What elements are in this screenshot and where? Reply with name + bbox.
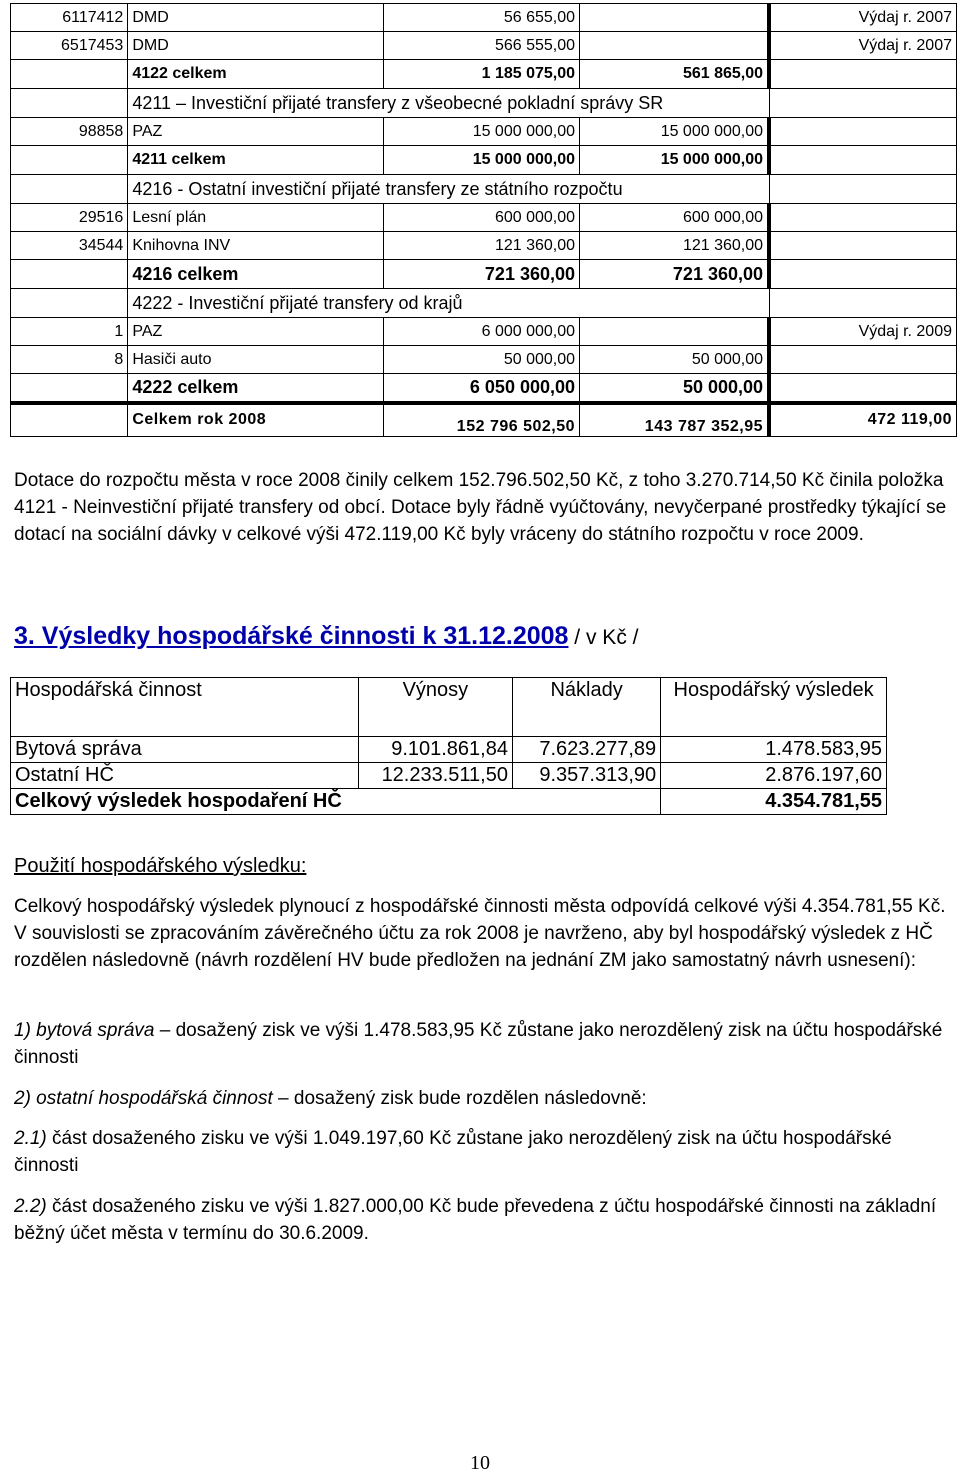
header-costs: Náklady [512, 678, 660, 737]
ledger-amount-cell: 6 050 000,00 [383, 374, 579, 403]
ledger-note-cell [769, 118, 956, 146]
ledger-row [11, 260, 957, 289]
ledger-heading-cell: 4216 - Ostatní investiční přijaté transfery ze státního rozpočtu [128, 175, 769, 204]
ledger-amount-cell: 15 000 000,00 [383, 146, 579, 175]
ledger-spent-cell: 50 000,00 [580, 346, 770, 374]
header-activity: Hospodářská činnost [11, 678, 359, 737]
usage-item-1 [14, 1017, 954, 1071]
ledger-name-cell: PAZ [128, 118, 383, 146]
ledger-code-cell: 34544 [11, 232, 128, 260]
ledger-spent-cell: 121 360,00 [580, 232, 770, 260]
ledger-name-cell: 4211 celkem [128, 146, 383, 175]
ledger-note-cell [769, 289, 956, 318]
item-1-text: – dosažený zisk ve výši 1.478.583,95 Kč zůstane jako nerozdělený zisk na účtu hospodářské činnosti [14, 1020, 943, 1068]
ledger-spent-cell [580, 32, 770, 60]
item-2-1-label: 2.1) [14, 1128, 47, 1149]
ledger-code-cell [11, 403, 128, 437]
total-label: Celkový výsledek hospodaření HČ [11, 789, 661, 815]
business-results-table [10, 677, 887, 815]
ledger-note-cell: Výdaj r. 2007 [769, 4, 956, 32]
header-revenue: Výnosy [358, 678, 512, 737]
usage-item-2-1 [14, 1125, 954, 1179]
ledger-code-cell: 29516 [11, 204, 128, 232]
ledger-name-cell: Knihovna INV [128, 232, 383, 260]
ledger-note-cell: 472 119,00 [769, 403, 956, 437]
section-title [14, 622, 638, 651]
ledger-code-cell [11, 374, 128, 403]
ledger-amount-cell: 152 796 502,50 [383, 403, 579, 437]
grants-summary-paragraph: Dotace do rozpočtu města v roce 2008 činily celkem 152.796.502,50 Kč, z toho 3.270.714,50 Kč činila položka 4121 - Neinvestiční přijaté transfery od obcí. Dotace byly řádně vyúčtovány, nevyčerpané prostředky týkající se dotací na sociální dávky v celkové výši 472.119,00 Kč byly vráceny do státního rozpočtu v roce 2009. [14, 470, 947, 545]
ledger-row [11, 374, 957, 403]
ledger-note-cell [769, 60, 956, 89]
results-row-housing [11, 737, 887, 763]
cell-activity: Bytová správa [11, 737, 359, 763]
ledger-name-cell: DMD [128, 4, 383, 32]
ledger-row [11, 346, 957, 374]
ledger-heading-cell: 4211 – Investiční přijaté transfery z všeobecné pokladní správy SR [128, 89, 769, 118]
ledger-note-cell [769, 232, 956, 260]
ledger-row [11, 232, 957, 260]
ledger-row [11, 118, 957, 146]
ledger-name-cell: Celkem rok 2008 [128, 403, 383, 437]
ledger-amount-cell: 721 360,00 [383, 260, 579, 289]
ledger-note-cell: Výdaj r. 2007 [769, 32, 956, 60]
usage-intro: Celkový hospodářský výsledek plynoucí z hospodářské činnosti města odpovídá celkové výši 4.354.781,55 Kč. V souvislosti se zpracováním závěrečného účtu za rok 2008 je navrženo, aby byl hospodářský výsledek z HČ rozdělen následovně (návrh rozdělení HV bude předložen na jednání ZM jako samostatný návrh usnesení): [14, 896, 946, 971]
results-header-row [11, 678, 887, 737]
ledger-amount-cell: 6 000 000,00 [383, 318, 579, 346]
ledger-spent-cell [580, 318, 770, 346]
item-2-2-text: část dosaženého zisku ve výši 1.827.000,00 Kč bude převedena z účtu hospodářské činnosti na základní běžný účet města v termínu do 30.6.2009. [14, 1196, 937, 1244]
page-number: 10 [470, 1452, 490, 1474]
ledger-code-cell: 6517453 [11, 32, 128, 60]
ledger-code-cell [11, 89, 128, 118]
section-unit: / v Kč / [568, 626, 639, 649]
ledger-note-cell [769, 260, 956, 289]
ledger-row [11, 60, 957, 89]
ledger-spent-cell [580, 4, 770, 32]
ledger-note-cell [769, 146, 956, 175]
total-value: 4.354.781,55 [661, 789, 887, 815]
usage-title: Použití hospodářského výsledku: [14, 855, 307, 877]
usage-item-2 [14, 1085, 954, 1112]
cell-costs: 7.623.277,89 [512, 737, 660, 763]
ledger-amount-cell: 566 555,00 [383, 32, 579, 60]
ledger-spent-cell: 15 000 000,00 [580, 146, 770, 175]
header-result: Hospodářský výsledek [661, 678, 887, 737]
item-1-label: 1) bytová správa [14, 1020, 155, 1041]
ledger-code-cell [11, 146, 128, 175]
ledger-spent-cell: 15 000 000,00 [580, 118, 770, 146]
ledger-body [11, 4, 957, 437]
ledger-code-cell: 1 [11, 318, 128, 346]
ledger-spent-cell: 600 000,00 [580, 204, 770, 232]
item-2-2-label: 2.2) [14, 1196, 47, 1217]
cell-result: 2.876.197,60 [661, 763, 887, 789]
cell-costs: 9.357.313,90 [512, 763, 660, 789]
section-title-text: 3. Výsledky hospodářské činnosti k 31.12.2008 [14, 622, 569, 650]
ledger-row [11, 4, 957, 32]
ledger-row [11, 89, 957, 118]
ledger-amount-cell: 1 185 075,00 [383, 60, 579, 89]
item-2-label: 2) ostatní hospodářská činnost [14, 1088, 273, 1109]
ledger-code-cell [11, 260, 128, 289]
ledger-row [11, 175, 957, 204]
ledger-name-cell: Hasiči auto [128, 346, 383, 374]
grants-ledger-table [10, 3, 957, 437]
ledger-code-cell: 98858 [11, 118, 128, 146]
ledger-spent-cell: 721 360,00 [580, 260, 770, 289]
ledger-amount-cell: 15 000 000,00 [383, 118, 579, 146]
ledger-code-cell: 8 [11, 346, 128, 374]
ledger-code-cell [11, 175, 128, 204]
ledger-name-cell: Lesní plán [128, 204, 383, 232]
ledger-note-cell [769, 204, 956, 232]
ledger-heading-cell: 4222 - Investiční přijaté transfery od krajů [128, 289, 769, 318]
item-2-1-text: část dosaženého zisku ve výši 1.049.197,60 Kč zůstane jako nerozdělený zisk na účtu hospodářské činnosti [14, 1128, 892, 1176]
ledger-row [11, 204, 957, 232]
cell-result: 1.478.583,95 [661, 737, 887, 763]
ledger-name-cell: 4222 celkem [128, 374, 383, 403]
ledger-spent-cell: 143 787 352,95 [580, 403, 770, 437]
cell-revenue: 12.233.511,50 [358, 763, 512, 789]
ledger-spent-cell: 561 865,00 [580, 60, 770, 89]
ledger-row [11, 32, 957, 60]
ledger-name-cell: PAZ [128, 318, 383, 346]
ledger-note-cell [769, 89, 956, 118]
ledger-code-cell: 6117412 [11, 4, 128, 32]
ledger-amount-cell: 121 360,00 [383, 232, 579, 260]
ledger-name-cell: DMD [128, 32, 383, 60]
ledger-name-cell: 4216 celkem [128, 260, 383, 289]
item-2-text: – dosažený zisk bude rozdělen následovně: [272, 1088, 647, 1109]
cell-activity: Ostatní HČ [11, 763, 359, 789]
ledger-row [11, 318, 957, 346]
results-row-total [11, 789, 887, 815]
ledger-code-cell [11, 289, 128, 318]
ledger-row [11, 289, 957, 318]
ledger-row [11, 403, 957, 437]
ledger-note-cell [769, 374, 956, 403]
ledger-code-cell [11, 60, 128, 89]
ledger-note-cell [769, 175, 956, 204]
ledger-spent-cell: 50 000,00 [580, 374, 770, 403]
ledger-name-cell: 4122 celkem [128, 60, 383, 89]
usage-item-2-2 [14, 1193, 954, 1247]
cell-revenue: 9.101.861,84 [358, 737, 512, 763]
results-row-other [11, 763, 887, 789]
ledger-amount-cell: 50 000,00 [383, 346, 579, 374]
ledger-row [11, 146, 957, 175]
ledger-note-cell: Výdaj r. 2009 [769, 318, 956, 346]
ledger-note-cell [769, 346, 956, 374]
ledger-amount-cell: 56 655,00 [383, 4, 579, 32]
ledger-amount-cell: 600 000,00 [383, 204, 579, 232]
